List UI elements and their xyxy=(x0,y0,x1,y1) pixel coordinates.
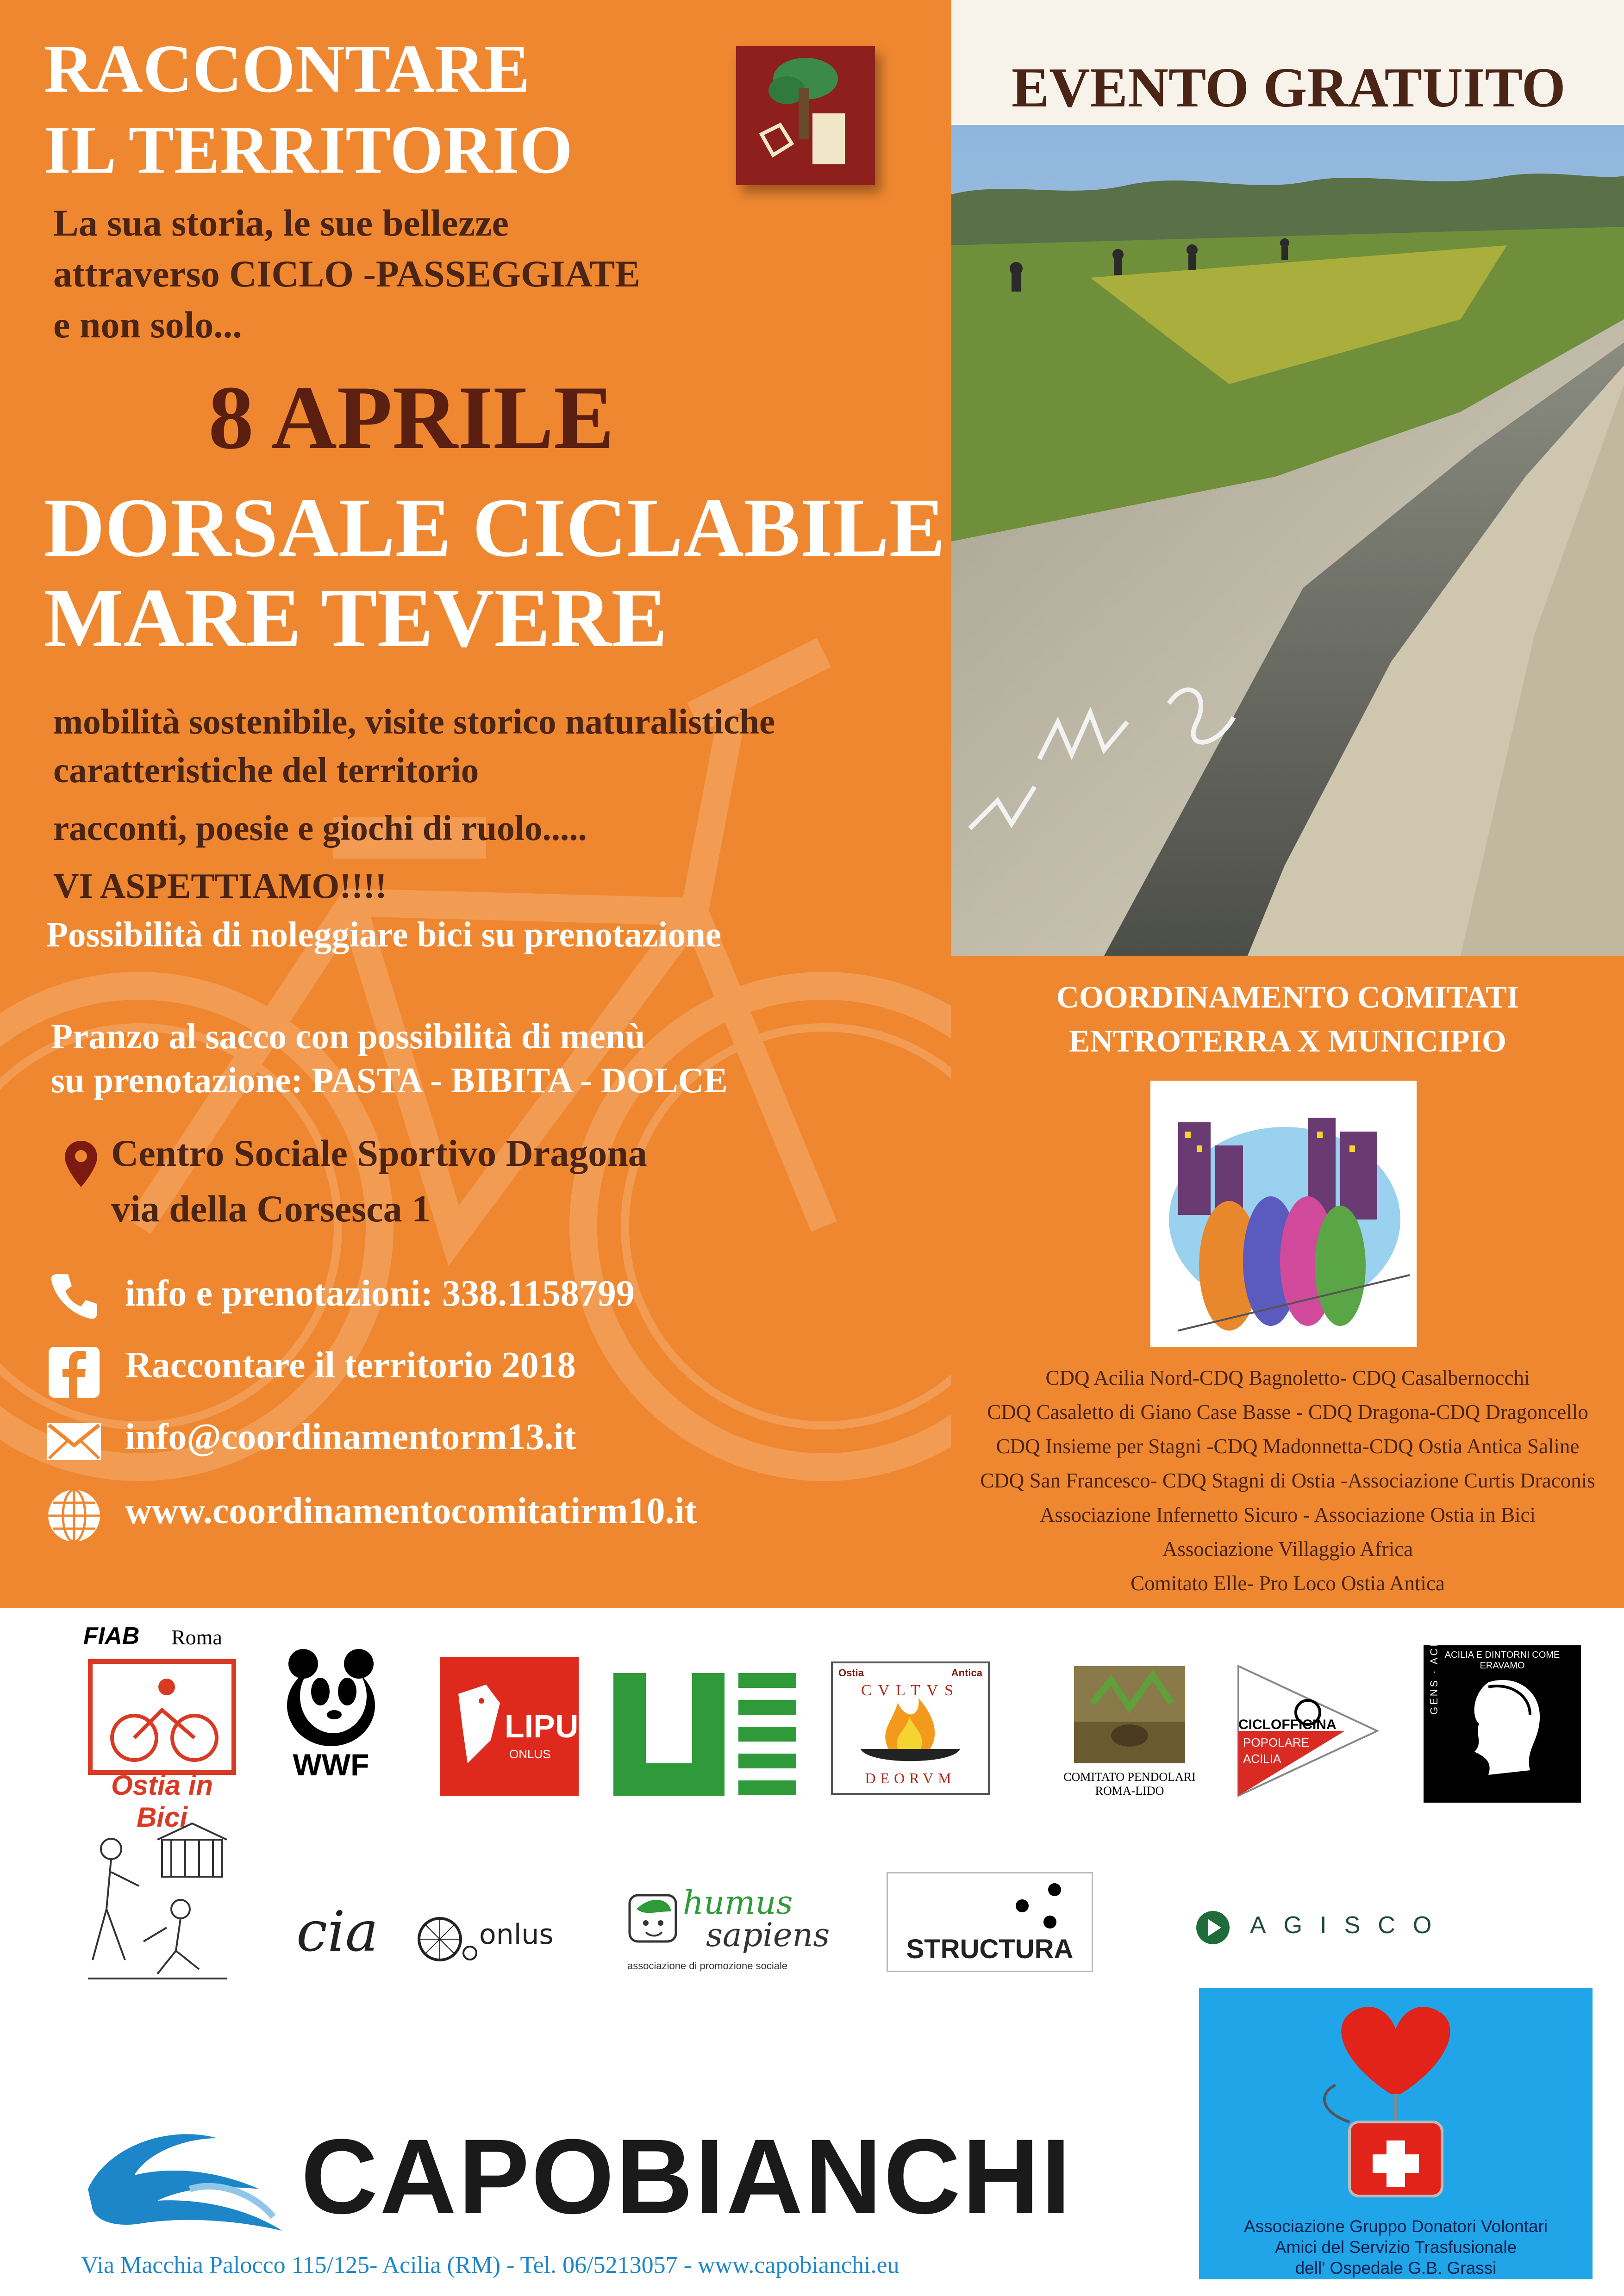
sketch-drawing-icon xyxy=(74,1821,236,1988)
title-line-2: IL TERRITORIO xyxy=(44,112,573,188)
event-name-line-1: DORSALE CICLABILE xyxy=(44,481,945,574)
committee-panel xyxy=(951,956,1624,1608)
subtitle-line-2: attraverso CICLO -PASSEGGIATE xyxy=(53,253,640,295)
free-event-label: EVENTO GRATUITO xyxy=(1012,56,1566,119)
member-line: CDQ San Francesco- CDQ Stagni di Ostia -Associazione Curtis Draconis xyxy=(980,1469,1595,1492)
humus-sapiens-logo xyxy=(625,1884,830,1976)
ostia-in-bici-label: Ostia in Bici xyxy=(111,1770,213,1833)
leaf-face-icon xyxy=(627,1893,678,1944)
cultus-top-left: Ostia xyxy=(838,1667,864,1679)
ciclofficina-label-3: ACILIA xyxy=(1243,1752,1281,1766)
fiab-label: FIAB xyxy=(83,1623,140,1649)
fire-brazier-icon xyxy=(833,1698,988,1767)
blood-donors-logo xyxy=(1199,1988,1593,2279)
agisco-logo xyxy=(1194,1907,1449,1948)
committee-logo-icon xyxy=(1150,1081,1417,1347)
donors-line-1: Associazione Gruppo Donatori Volontari xyxy=(1243,2217,1548,2236)
committee-members-list xyxy=(951,1361,1624,1600)
ciclofficina-label-2: POPOLARE xyxy=(1243,1736,1310,1749)
ciclofficina-logo xyxy=(1234,1661,1382,1800)
facebook-icon xyxy=(46,1344,102,1400)
lipu-label: LIPU xyxy=(505,1708,579,1744)
bicycle-wheel-icon xyxy=(417,1907,481,1962)
committee-title-line-1: COORDINAMENTO COMITATI xyxy=(1056,979,1519,1014)
agisco-label: AGISCO xyxy=(1250,1912,1449,1939)
member-line: CDQ Insieme per Stagni -CDQ Madonnetta-CDQ Ostia Antica Saline xyxy=(996,1435,1580,1458)
map-pin-icon xyxy=(65,1141,97,1187)
member-line: CDQ Acilia Nord-CDQ Bagnoletto- CDQ Casalbernocchi xyxy=(1045,1366,1530,1389)
left-info-panel xyxy=(0,0,951,1608)
member-line: Associazione Villaggio Africa xyxy=(1162,1537,1413,1561)
raccontare-logo-icon xyxy=(736,46,875,185)
email-icon xyxy=(46,1414,102,1469)
cia-label: cia xyxy=(296,1900,379,1964)
description-line-7: su prenotazione: PASTA - BIBITA - DOLCE xyxy=(51,1060,728,1100)
cultus-top-right: Antica xyxy=(951,1667,982,1679)
snail-photo-icon xyxy=(1074,1666,1185,1763)
hoopoe-bird-icon xyxy=(449,1675,505,1768)
cultus-name: CVLTVS xyxy=(861,1682,960,1699)
cia-sub-label: onlus xyxy=(479,1918,554,1951)
lipu-logo xyxy=(440,1657,579,1796)
play-icon xyxy=(1194,1909,1231,1946)
cyclist-icon xyxy=(88,1659,236,1775)
donors-line-3: dell' Ospedale G.B. Grassi xyxy=(1295,2259,1497,2277)
event-date: 8 APRILE xyxy=(208,367,614,468)
globe-icon xyxy=(46,1488,102,1543)
structura-logo xyxy=(887,1872,1093,1972)
structura-label: STRUCTURA xyxy=(906,1934,1074,1964)
description-line-3: racconti, poesie e giochi di ruolo..... xyxy=(53,808,587,848)
website-contact: www.coordinamentocomitatirm10.it xyxy=(125,1491,697,1531)
donors-line-2: Amici del Servizio Trasfusionale xyxy=(1274,2238,1517,2257)
location-line-1: Centro Sociale Sportivo Dragona xyxy=(111,1132,647,1174)
description-line-5: Possibilità di noleggiare bici su prenotazione xyxy=(46,915,722,954)
committee-title-line-2: ENTROTERRA X MUNICIPIO xyxy=(1069,1023,1506,1058)
cultus-deorum-logo xyxy=(831,1661,990,1795)
description-line-6: Pranzo al sacco con possibilità di menù xyxy=(51,1016,645,1056)
phone-icon xyxy=(46,1268,102,1324)
facebook-contact: Raccontare il territorio 2018 xyxy=(125,1345,576,1386)
heart-blood-bag-icon xyxy=(1299,2002,1493,2201)
canal-bike-path-photo xyxy=(951,125,1624,956)
lipu-sub-label: ONLUS xyxy=(509,1747,551,1761)
gens-acilia-logo xyxy=(1424,1621,1581,1803)
pendolari-logo xyxy=(1056,1666,1204,1800)
gens-side-label: GENS · ACILIA xyxy=(1428,1621,1440,1715)
cultus-sub: DEORVM xyxy=(865,1770,956,1786)
sapiens-label: sapiens xyxy=(706,1916,830,1954)
humus-label: humus xyxy=(683,1884,793,1922)
ciclofficina-label: CICLOFFICINA xyxy=(1238,1717,1337,1732)
description-line-1: mobilità sostenibile, visite storico naturalistiche xyxy=(53,702,775,741)
pendolari-label: COMITATO PENDOLARI ROMA-LIDO xyxy=(1063,1770,1196,1798)
fiab-city-label: Roma xyxy=(171,1625,222,1649)
subtitle-line-1: La sua storia, le sue bellezze xyxy=(53,202,509,244)
phone-contact: info e prenotazioni: 338.1158799 xyxy=(125,1273,635,1314)
dots-icon xyxy=(994,1883,1068,1929)
email-contact: info@coordinamentorm13.it xyxy=(125,1417,576,1457)
u-logo-icon xyxy=(613,1673,796,1796)
sponsor-name: CAPOBIANCHI xyxy=(301,2117,1073,2236)
description-line-2: caratteristiche del territorio xyxy=(53,750,479,790)
location-line-2: via della Corsesca 1 xyxy=(111,1188,431,1230)
wwf-label: WWF xyxy=(293,1748,369,1782)
wwf-logo xyxy=(278,1645,384,1784)
humus-sub-label: associazione di promozione sociale xyxy=(627,1960,788,1972)
event-name-line-2: MARE TEVERE xyxy=(44,572,668,665)
ostia-in-bici-logo xyxy=(79,1622,245,1833)
roman-head-icon xyxy=(1461,1673,1553,1784)
description-line-4: VI ASPETTIAMO!!!! xyxy=(53,866,387,906)
capobianchi-swoosh-icon xyxy=(79,2120,292,2235)
member-line: CDQ Casaletto di Giano Case Basse - CDQ Dragona-CDQ Dragoncello xyxy=(987,1400,1588,1424)
cia-onlus-logo xyxy=(296,1900,556,1969)
subtitle-line-3: e non solo... xyxy=(53,304,242,346)
member-line: Associazione Infernetto Sicuro - Associazione Ostia in Bici xyxy=(1040,1503,1536,1526)
panda-icon xyxy=(278,1645,384,1747)
sponsor-address: Via Macchia Palocco 115/125- Acilia (RM) - Tel. 06/5213057 - www.capobianchi.eu xyxy=(81,2252,899,2278)
title-line-1: RACCONTARE xyxy=(44,31,530,107)
gens-top-label: ACILIA E DINTORNI COME ERAVAMO xyxy=(1444,1650,1560,1671)
member-line: Comitato Elle- Pro Loco Ostia Antica xyxy=(1131,1572,1445,1595)
